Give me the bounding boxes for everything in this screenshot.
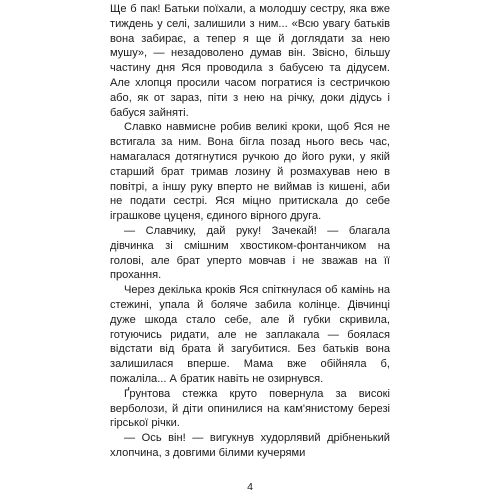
text-body	[110, 2, 390, 461]
paragraph-3: — Славчику, дай руку! Зачекай! — благала дівчинка зі смішним хвостиком-фонтанчиком на голові, але брат уперто мовчав і не зважав на її прохання.	[110, 224, 390, 282]
paragraph-4: Через декілька кроків Яся спіткнулася об камінь на стежині, упала й боляче забила колінце. Дівчинці дуже шкода стало себе, але й губки скривила, готуючись ридати, але не заплакала — боялася відстати від брата й загубитися. Без батьків вона залишилася вперше. Мама вже обійняла б, пожаліла... А братик навіть не озирнувся.	[110, 284, 390, 385]
paragraph-5: Ґрунтова стежка круто повернула за високі верболози, й діти опинилися на кам'янистому березі гірської річки.	[110, 387, 390, 430]
page-number: 4	[247, 481, 253, 493]
paragraph-6: — Ось він! — вигукнув худорлявий дрібненький хлопчина, з довгими білими кучерями	[110, 432, 390, 459]
paragraph-2: Славко навмисне робив великі кроки, щоб Яся не встигала за ним. Вона бігла позад нього весь час, намагалася дотягнутися ручкою до його руки, у якій старший брат тримав лозину й розмахував нею в повітрі, а іншу руку вперто не виймав із кишені, аби не подати сестрі. Яся міцно притискала до себе іграшкове цуценя, єдиного вірного друга.	[110, 121, 390, 223]
paragraph-1: Ще б пак! Батьки поїхали, а молодшу сестру, яка вже тиждень у селі, залишили з ним... «Всю увагу батьків вона забирає, а тепер я ще й доглядати за нею мушу», — незадоволено думав він. Звісно, більшу частину дня Яся проводила з бабусею та дідусем. Але хлопця просили часом погратися із сестричкою або, як от зараз, піти з нею на річку, доки дідусь і бабуся зайняті.	[110, 3, 390, 119]
